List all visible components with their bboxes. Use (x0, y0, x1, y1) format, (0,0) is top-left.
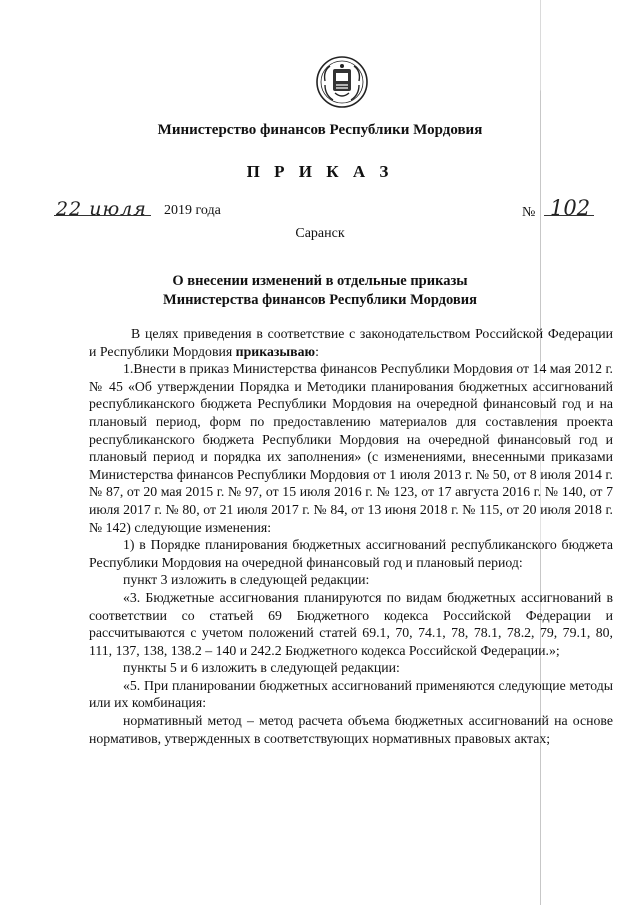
paragraph-point-3-intro: пункт 3 изложить в следующей редакции: (123, 572, 370, 588)
paragraph-subitem-1: 1) в Порядке планирования бюджетных ассигнований республиканского бюджета Республики Мордовия на очередной финансовый год и плановый период: (89, 537, 613, 570)
preamble-colon: : (315, 343, 319, 359)
paragraph-normative-method: нормативный метод – метод расчета объема бюджетных ассигнований на основе нормативов, утвержденных в соответствующих нормативных правовых актах; (89, 713, 613, 746)
paragraph-point-5-text: «5. При планировании бюджетных ассигнований применяются следующие методы или их комбинация: (89, 677, 613, 711)
order-body (89, 325, 613, 747)
preamble-paragraph (89, 325, 613, 360)
city: Саранск (295, 226, 345, 241)
handwritten-order-number: 102 (550, 196, 591, 220)
paragraph-item-1: 1.Внести в приказ Министерства финансов Республики Мордовия от 14 мая 2012 г. № 45 «Об утверждении Порядка и Методики планирования бюджетных ассигнований республиканского бюджета Республики Мордовия на очередной финансовый год и на плановый период, форм по предоставлению материалов для составления проекта республиканского бюджета Республики Мордовия на очередной финансовый год и плановый период и порядка их заполнения» (с изменениями, внесенными приказами Министерства финансов Республики Мордовия от 1 июля 2013 г. № 50, от 8 июля 2014 г. № 87, от 20 мая 2015 г. № 97, от 15 июля 2016 г. № 123, от 17 августа 2016 г. № 140, от 7 июля 2017 г. № 80, от 21 июля 2017 г. № 84, от 13 июня 2018 г. № 115, от 20 июля 2018 г. № 142) следующие изменения: (89, 361, 613, 535)
subject-line-2: Министерства финансов Республики Мордовия (163, 292, 477, 308)
subject-line-1: О внесении изменений в отдельные приказы (172, 273, 468, 289)
order-subject (0, 272, 640, 310)
preamble-directive: приказываю (235, 343, 316, 359)
document-type-title: П Р И К А З (246, 162, 394, 181)
preamble-text: В целях приведения в соответствие с законодательством Российской Федерации и Республики Мордовия (89, 326, 613, 359)
coat-of-arms-of-mordovia-icon (315, 55, 369, 109)
order-number-label: № (522, 205, 536, 220)
handwritten-date: 22 июля (56, 198, 147, 220)
paragraph-point-3-text: «3. Бюджетные ассигнования планируются по видам бюджетных ассигнований в соответствии со статьей 69 Бюджетного кодекса Российской Федерации и рассчитываются с учетом положений статей 69.1, 70, 74.1, 78, 78.1, 78.2, 79, 79.1, 80, 111, 137, 138, 138.2 – 140 и 242.2 Бюджетного кодекса Российской Федерации.»; (89, 589, 613, 658)
date-year: 2019 года (164, 203, 221, 218)
ministry-name: Министерство финансов Республики Мордовия (157, 122, 483, 138)
paragraph-points-5-6-intro: пункты 5 и 6 изложить в следующей редакции: (123, 660, 400, 676)
